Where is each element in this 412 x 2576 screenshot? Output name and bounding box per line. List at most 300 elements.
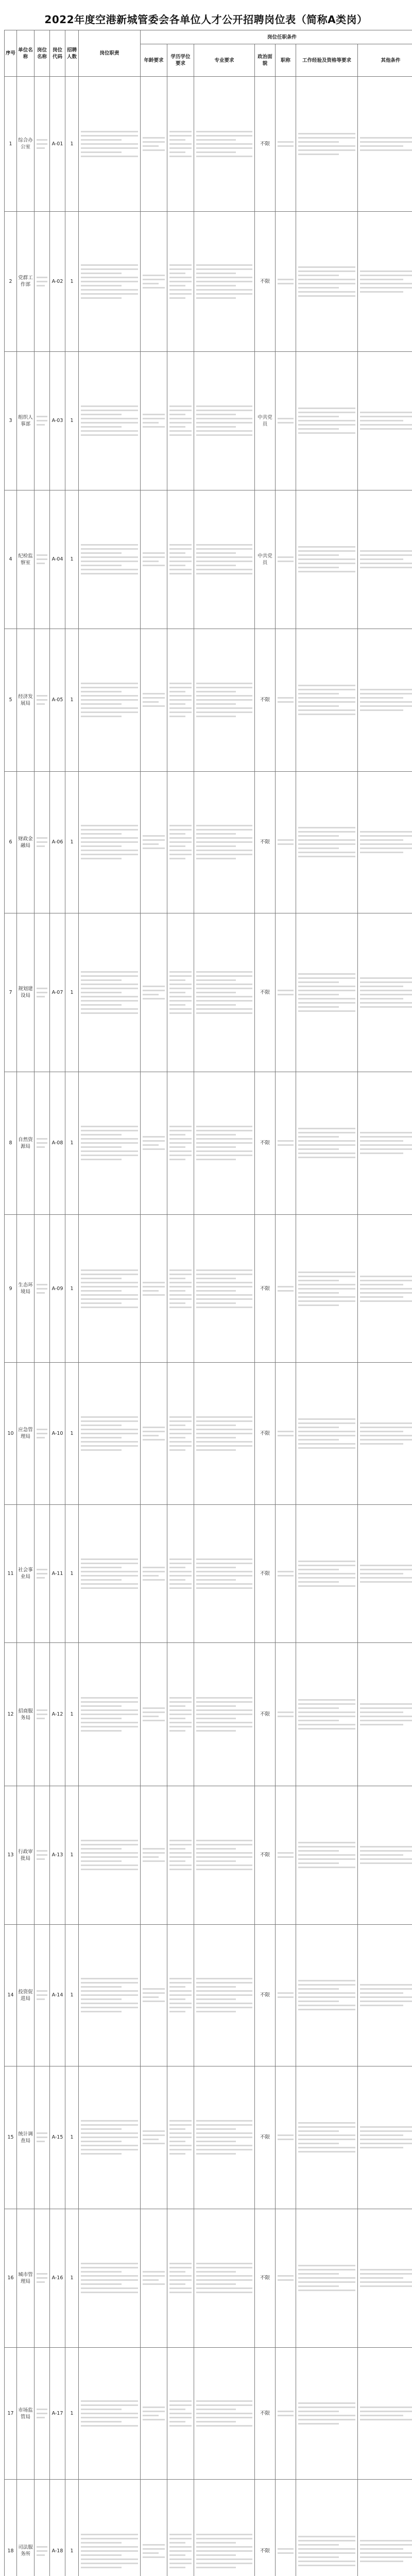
blurred-text (36, 139, 48, 149)
row-dept: 组织人事部 (17, 351, 35, 490)
blurred-text (195, 1269, 253, 1308)
row-duty (79, 771, 141, 913)
row-age (141, 2347, 167, 2480)
blurred-text (80, 971, 139, 1014)
row-no: 2 (5, 211, 17, 351)
blurred-text (277, 1140, 295, 1146)
blurred-text (195, 1416, 253, 1451)
header-no: 序号 (5, 30, 17, 77)
row-count: 1 (65, 211, 79, 351)
row-duty (79, 1643, 141, 1786)
table-row (5, 913, 412, 1072)
blurred-text (195, 405, 253, 436)
row-exp (296, 2066, 358, 2209)
blurred-text (297, 133, 356, 155)
row-title (276, 2209, 296, 2347)
row-post-code: A-04 (50, 490, 65, 629)
blurred-text (168, 264, 193, 299)
row-other (358, 2347, 412, 2480)
row-major (194, 211, 255, 351)
row-no: 7 (5, 913, 17, 1072)
row-no: 15 (5, 2066, 17, 2209)
row-major (194, 2480, 255, 2576)
row-no: 6 (5, 771, 17, 913)
row-other (358, 1214, 412, 1362)
row-post-name (35, 1924, 50, 2066)
blurred-text (80, 131, 139, 157)
row-dept: 纪检监察室 (17, 490, 35, 629)
row-dept: 投资促进局 (17, 1924, 35, 2066)
blurred-text (277, 556, 295, 562)
blurred-text (168, 131, 193, 157)
row-duty (79, 490, 141, 629)
row-title (276, 490, 296, 629)
row-duty (79, 1363, 141, 1504)
row-count: 1 (65, 2347, 79, 2480)
row-no: 11 (5, 1504, 17, 1643)
blurred-text (297, 2265, 356, 2291)
blurred-text (277, 1571, 295, 1577)
row-political: 不限 (255, 2347, 276, 2480)
blurred-text (277, 279, 295, 284)
row-other (358, 2480, 412, 2576)
blurred-text (168, 1269, 193, 1308)
row-post-name (35, 1643, 50, 1786)
blurred-text (195, 971, 253, 1014)
row-exp (296, 2480, 358, 2576)
row-age (141, 1643, 167, 1786)
blurred-text (36, 2546, 48, 2556)
blurred-text (168, 2534, 193, 2568)
row-political: 不限 (255, 77, 276, 212)
row-edu (167, 351, 194, 490)
row-age (141, 2480, 167, 2576)
blurred-text (359, 550, 412, 568)
row-post-name (35, 629, 50, 771)
row-other (358, 913, 412, 1072)
row-major (194, 1786, 255, 1924)
row-dept: 自然资源局 (17, 1072, 35, 1214)
blurred-text (359, 1984, 412, 2006)
row-duty (79, 351, 141, 490)
row-age (141, 1504, 167, 1643)
row-other (358, 1786, 412, 1924)
blurred-text (195, 2534, 253, 2568)
blurred-text (142, 835, 166, 849)
header-exp: 工作经验及资格等要求 (296, 44, 358, 77)
blurred-text (359, 1846, 412, 1864)
blurred-text (80, 1126, 139, 1160)
row-exp (296, 1214, 358, 1362)
row-dept: 城市管理局 (17, 2209, 35, 2347)
row-political: 中共党员 (255, 351, 276, 490)
blurred-text (80, 2120, 139, 2155)
row-edu (167, 2209, 194, 2347)
row-title (276, 211, 296, 351)
row-count: 1 (65, 2209, 79, 2347)
row-other (358, 490, 412, 629)
row-exp (296, 913, 358, 1072)
blurred-text (168, 405, 193, 436)
blurred-text (277, 839, 295, 845)
row-post-name (35, 2347, 50, 2480)
blurred-text (142, 1136, 166, 1150)
blurred-text (36, 1850, 48, 1860)
row-major (194, 1072, 255, 1214)
row-post-code: A-05 (50, 629, 65, 771)
blurred-text (277, 2411, 295, 2416)
blurred-text (195, 1840, 253, 1870)
blurred-text (297, 973, 356, 1012)
row-duty (79, 629, 141, 771)
blurred-text (36, 2409, 48, 2418)
row-no: 13 (5, 1786, 17, 1924)
row-major (194, 629, 255, 771)
table-row (5, 2480, 412, 2576)
row-post-name (35, 2480, 50, 2576)
blurred-text (168, 544, 193, 574)
table-row (5, 1504, 412, 1643)
row-edu (167, 1643, 194, 1786)
blurred-text (142, 1707, 166, 1721)
blurred-text (80, 825, 139, 859)
row-age (141, 490, 167, 629)
row-age (141, 1786, 167, 1924)
blurred-text (36, 1284, 48, 1294)
blurred-text (80, 405, 139, 436)
blurred-text (277, 1852, 295, 1858)
row-major (194, 1504, 255, 1643)
row-title (276, 77, 296, 212)
row-count: 1 (65, 1786, 79, 1924)
row-age (141, 771, 167, 913)
blurred-text (168, 1558, 193, 1589)
blurred-text (297, 546, 356, 572)
row-political: 不限 (255, 629, 276, 771)
row-count: 1 (65, 2066, 79, 2209)
blurred-text (80, 1978, 139, 2012)
row-no: 9 (5, 1214, 17, 1362)
row-duty (79, 2066, 141, 2209)
row-post-code: A-10 (50, 1363, 65, 1504)
table-row (5, 629, 412, 771)
blurred-text (36, 554, 48, 564)
row-duty (79, 1214, 141, 1362)
blurred-text (142, 986, 166, 999)
blurred-text (142, 275, 166, 289)
row-count: 1 (65, 771, 79, 913)
blurred-text (277, 1431, 295, 1436)
header-major: 专业要求 (194, 44, 255, 77)
row-post-name (35, 211, 50, 351)
row-no: 16 (5, 2209, 17, 2347)
row-count: 1 (65, 77, 79, 212)
row-other (358, 351, 412, 490)
blurred-text (359, 1565, 412, 1583)
row-duty (79, 2480, 141, 2576)
header-edu: 学历学位要求 (167, 44, 194, 77)
blurred-text (277, 697, 295, 703)
header-age: 年龄要求 (141, 44, 167, 77)
blurred-text (36, 277, 48, 286)
row-major (194, 1363, 255, 1504)
row-exp (296, 77, 358, 212)
row-post-code: A-14 (50, 1924, 65, 2066)
row-title (276, 1214, 296, 1362)
row-duty (79, 1786, 141, 1924)
row-duty (79, 2209, 141, 2347)
row-dept: 应急管理局 (17, 1363, 35, 1504)
blurred-text (142, 693, 166, 707)
blurred-text (297, 266, 356, 297)
row-title (276, 1363, 296, 1504)
row-exp (296, 2209, 358, 2347)
positions-grid (4, 30, 412, 2576)
row-title (276, 1504, 296, 1643)
blurred-text (80, 264, 139, 299)
row-edu (167, 1072, 194, 1214)
row-other (358, 1504, 412, 1643)
blurred-text (297, 1418, 356, 1449)
row-political: 不限 (255, 1214, 276, 1362)
blurred-text (168, 683, 193, 717)
header-count: 招聘人数 (65, 30, 79, 77)
row-other (358, 2066, 412, 2209)
table-row (5, 2066, 412, 2209)
blurred-text (359, 977, 412, 1008)
row-post-code: A-09 (50, 1214, 65, 1362)
table-row (5, 1363, 412, 1504)
row-age (141, 2066, 167, 2209)
row-other (358, 629, 412, 771)
blurred-text (277, 1992, 295, 1998)
row-post-code: A-13 (50, 1786, 65, 1924)
blurred-text (359, 412, 412, 430)
blurred-text (297, 1272, 356, 1306)
blurred-text (359, 1276, 412, 1302)
header-dept: 单位名称 (17, 30, 35, 77)
blurred-text (36, 988, 48, 997)
row-no: 5 (5, 629, 17, 771)
table-row (5, 1072, 412, 1214)
row-major (194, 2209, 255, 2347)
row-count: 1 (65, 1214, 79, 1362)
row-post-name (35, 351, 50, 490)
blurred-text (36, 416, 48, 426)
row-no: 18 (5, 2480, 17, 2576)
row-count: 1 (65, 1643, 79, 1786)
row-count: 1 (65, 1072, 79, 1214)
blurred-text (142, 552, 166, 566)
row-no: 4 (5, 490, 17, 629)
blurred-text (359, 2269, 412, 2287)
blurred-text (277, 418, 295, 423)
blurred-text (195, 683, 253, 717)
row-post-name (35, 771, 50, 913)
blurred-text (297, 2402, 356, 2425)
row-edu (167, 1363, 194, 1504)
row-age (141, 351, 167, 490)
blurred-text (277, 2275, 295, 2281)
row-post-name (35, 1363, 50, 1504)
blurred-text (80, 1269, 139, 1308)
row-edu (167, 77, 194, 212)
blurred-text (297, 1980, 356, 2010)
blurred-text (195, 1697, 253, 1732)
blurred-text (142, 414, 166, 428)
blurred-text (168, 1697, 193, 1732)
row-other (358, 1924, 412, 2066)
row-no: 3 (5, 351, 17, 490)
row-duty (79, 1072, 141, 1214)
row-exp (296, 1363, 358, 1504)
table-row (5, 77, 412, 212)
row-dept: 招商服务局 (17, 1643, 35, 1786)
row-exp (296, 1072, 358, 1214)
row-political: 不限 (255, 1786, 276, 1924)
row-dept: 统计调查局 (17, 2066, 35, 2209)
blurred-text (168, 1840, 193, 1870)
blurred-text (297, 1842, 356, 1868)
blurred-text (168, 1978, 193, 2012)
row-age (141, 1363, 167, 1504)
row-political: 不限 (255, 2480, 276, 2576)
row-other (358, 77, 412, 212)
blurred-text (36, 2273, 48, 2283)
row-count: 1 (65, 1363, 79, 1504)
row-political: 不限 (255, 1363, 276, 1504)
row-no: 1 (5, 77, 17, 212)
blurred-text (297, 2122, 356, 2153)
row-exp (296, 1504, 358, 1643)
header-requirements-group: 岗位任职条件 (141, 30, 412, 44)
blurred-text (359, 2406, 412, 2420)
row-major (194, 351, 255, 490)
row-no: 12 (5, 1643, 17, 1786)
row-age (141, 629, 167, 771)
blurred-text (142, 2130, 166, 2144)
row-exp (296, 2347, 358, 2480)
table-row (5, 2209, 412, 2347)
blurred-text (142, 1567, 166, 1581)
blurred-text (359, 137, 412, 151)
row-dept: 党群工作部 (17, 211, 35, 351)
row-major (194, 771, 255, 913)
blurred-text (36, 1138, 48, 1148)
row-post-code: A-08 (50, 1072, 65, 1214)
table-row (5, 1214, 412, 1362)
row-political: 不限 (255, 1643, 276, 1786)
row-exp (296, 629, 358, 771)
row-count: 1 (65, 490, 79, 629)
recruitment-table (4, 30, 408, 2576)
row-post-name (35, 1214, 50, 1362)
blurred-text (168, 1126, 193, 1160)
blurred-text (142, 1988, 166, 2002)
row-count: 1 (65, 913, 79, 1072)
row-count: 1 (65, 1504, 79, 1643)
blurred-text (359, 2126, 412, 2148)
row-political: 不限 (255, 1924, 276, 2066)
header-political: 政治面貌 (255, 44, 276, 77)
row-post-name (35, 1072, 50, 1214)
row-post-code: A-15 (50, 2066, 65, 2209)
blurred-text (80, 683, 139, 717)
blurred-text (359, 270, 412, 293)
row-other (358, 771, 412, 913)
blurred-text (277, 141, 295, 147)
blurred-text (359, 1422, 412, 1445)
blurred-text (80, 544, 139, 574)
row-edu (167, 490, 194, 629)
row-edu (167, 629, 194, 771)
row-post-name (35, 1504, 50, 1643)
blurred-text (36, 1569, 48, 1579)
blurred-text (80, 2534, 139, 2568)
blurred-text (36, 1429, 48, 1438)
row-post-name (35, 77, 50, 212)
blurred-text (142, 1848, 166, 1862)
row-age (141, 913, 167, 1072)
row-political: 不限 (255, 913, 276, 1072)
blurred-text (277, 1711, 295, 1717)
blurred-text (80, 1840, 139, 1870)
row-major (194, 1924, 255, 2066)
blurred-text (277, 1286, 295, 1292)
row-post-code: A-06 (50, 771, 65, 913)
row-post-code: A-16 (50, 2209, 65, 2347)
blurred-text (142, 2271, 166, 2285)
blurred-text (359, 2540, 412, 2562)
row-edu (167, 913, 194, 1072)
blurred-text (80, 1558, 139, 1589)
row-duty (79, 1924, 141, 2066)
row-post-name (35, 490, 50, 629)
blurred-text (297, 2536, 356, 2566)
row-dept: 市场监管局 (17, 2347, 35, 2480)
blurred-text (168, 971, 193, 1014)
blurred-text (195, 1558, 253, 1589)
row-post-code: A-02 (50, 211, 65, 351)
row-dept: 行政审批局 (17, 1786, 35, 1924)
row-count: 1 (65, 351, 79, 490)
table-row (5, 490, 412, 629)
blurred-text (195, 1978, 253, 2012)
row-dept: 财政金融局 (17, 771, 35, 913)
row-title (276, 2480, 296, 2576)
table-row (5, 1643, 412, 1786)
row-post-name (35, 2066, 50, 2209)
row-dept: 司法服务所 (17, 2480, 35, 2576)
blurred-text (142, 2544, 166, 2558)
row-duty (79, 1504, 141, 1643)
row-major (194, 2066, 255, 2209)
table-row (5, 1786, 412, 1924)
row-post-code: A-03 (50, 351, 65, 490)
blurred-text (195, 2263, 253, 2293)
row-post-code: A-11 (50, 1504, 65, 1643)
row-post-code: A-12 (50, 1643, 65, 1786)
row-title (276, 2347, 296, 2480)
row-major (194, 2347, 255, 2480)
row-post-code: A-18 (50, 2480, 65, 2576)
row-edu (167, 211, 194, 351)
row-exp (296, 351, 358, 490)
row-post-code: A-01 (50, 77, 65, 212)
row-major (194, 913, 255, 1072)
table-row (5, 1924, 412, 2066)
blurred-text (36, 1990, 48, 2000)
